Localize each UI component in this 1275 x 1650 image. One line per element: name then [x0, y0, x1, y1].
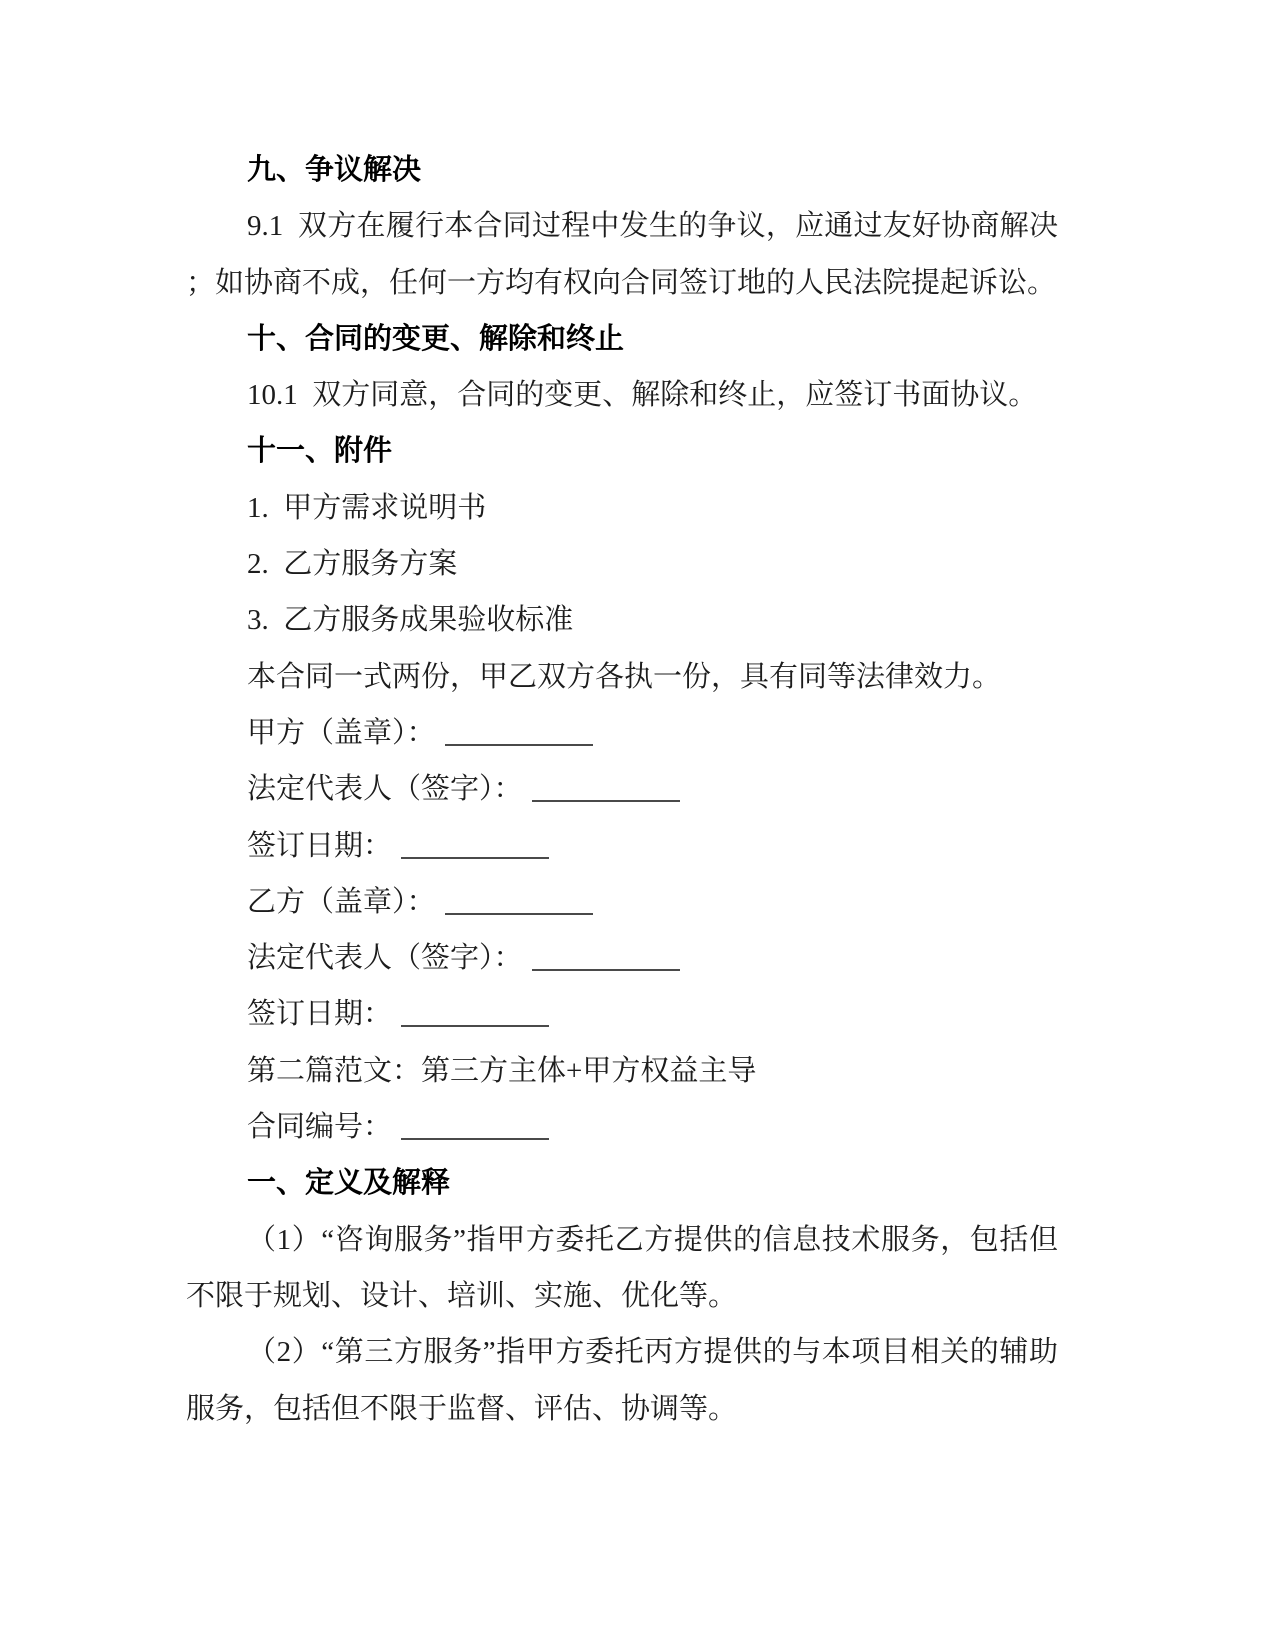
- second-template-title: [186, 1043, 1058, 1099]
- clause-text: 不限于规划、设计、培训、实施、优化等。: [186, 1279, 738, 1312]
- label-text: 签订日期：: [247, 829, 393, 862]
- clause-9-1-line-1: [186, 198, 1058, 254]
- clause-text: ；如协商不成，任何一方均有权向合同签订地的人民法院提起诉讼。: [186, 266, 1057, 299]
- party-b-representative-blank-line: [532, 943, 680, 971]
- clause-text: 服务，包括但不限于监督、评估、协调等。: [186, 1392, 738, 1425]
- definition-2-line-2: [186, 1381, 1058, 1437]
- clause-text: （2）“第三方服务”指甲方委托丙方提供的与本项目相关的辅助: [247, 1336, 1058, 1369]
- attachment-item-2: [186, 536, 1058, 592]
- clause-text: 10.1 双方同意，合同的变更、解除和终止，应签订书面协议。: [247, 379, 1038, 412]
- party-a-representative-signature-line: [186, 761, 1058, 817]
- section-heading-eleven-attachments: [186, 423, 1058, 479]
- counterparts-clause: [186, 649, 1058, 705]
- section-heading-nine-dispute-resolution: [186, 142, 1058, 198]
- list-item-text: 1. 甲方需求说明书: [247, 491, 487, 524]
- list-item-text: 2. 乙方服务方案: [247, 548, 458, 581]
- list-item-text: 3. 乙方服务成果验收标准: [247, 604, 574, 637]
- heading-text: 十一、附件: [247, 435, 393, 468]
- label-text: 法定代表人（签字）：: [247, 942, 523, 975]
- definition-2-line-1: [186, 1324, 1058, 1380]
- heading-text: 十、合同的变更、解除和终止: [247, 322, 625, 355]
- clause-10-1: [186, 367, 1058, 423]
- label-text: 甲方（盖章）：: [247, 716, 436, 749]
- heading-text: 九、争议解决: [247, 154, 422, 186]
- heading-text: 一、定义及解释: [247, 1167, 451, 1200]
- contract-number-line: [186, 1099, 1058, 1155]
- attachment-item-3: [186, 592, 1058, 648]
- clause-text: 本合同一式两份，甲乙双方各执一份，具有同等法律效力。: [247, 660, 1002, 693]
- label-text: 签订日期：: [247, 998, 393, 1031]
- title-text: 第二篇范文：第三方主体+甲方权益主导: [247, 1054, 757, 1087]
- party-b-signing-date-blank-line: [401, 999, 549, 1027]
- attachment-item-1: [186, 480, 1058, 536]
- label-text: 合同编号：: [247, 1111, 393, 1144]
- party-b-seal-line: [186, 874, 1058, 930]
- label-text: 法定代表人（签字）：: [247, 773, 523, 806]
- clause-text: （1）“咨询服务”指甲方委托乙方提供的信息技术服务，包括但: [247, 1223, 1058, 1256]
- contract-text-block: [186, 142, 1058, 1437]
- label-text: 乙方（盖章）：: [247, 885, 436, 918]
- party-a-signing-date-line: [186, 818, 1058, 874]
- section-heading-ten-modification-termination: [186, 311, 1058, 367]
- party-a-signing-date-blank-line: [401, 830, 549, 858]
- party-b-signing-date-line: [186, 986, 1058, 1042]
- party-a-seal-blank-line: [445, 718, 593, 746]
- definition-1-line-1: [186, 1212, 1058, 1268]
- party-a-seal-line: [186, 705, 1058, 761]
- party-a-representative-blank-line: [532, 774, 680, 802]
- definition-1-line-2: [186, 1268, 1058, 1324]
- clause-text: 9.1 双方在履行本合同过程中发生的争议，应通过友好协商解决: [247, 210, 1058, 243]
- party-b-representative-signature-line: [186, 930, 1058, 986]
- party-b-seal-blank-line: [445, 887, 593, 915]
- contract-number-blank-line: [401, 1112, 549, 1140]
- clause-9-1-line-2: [186, 255, 1058, 311]
- section-heading-one-definitions: [186, 1155, 1058, 1211]
